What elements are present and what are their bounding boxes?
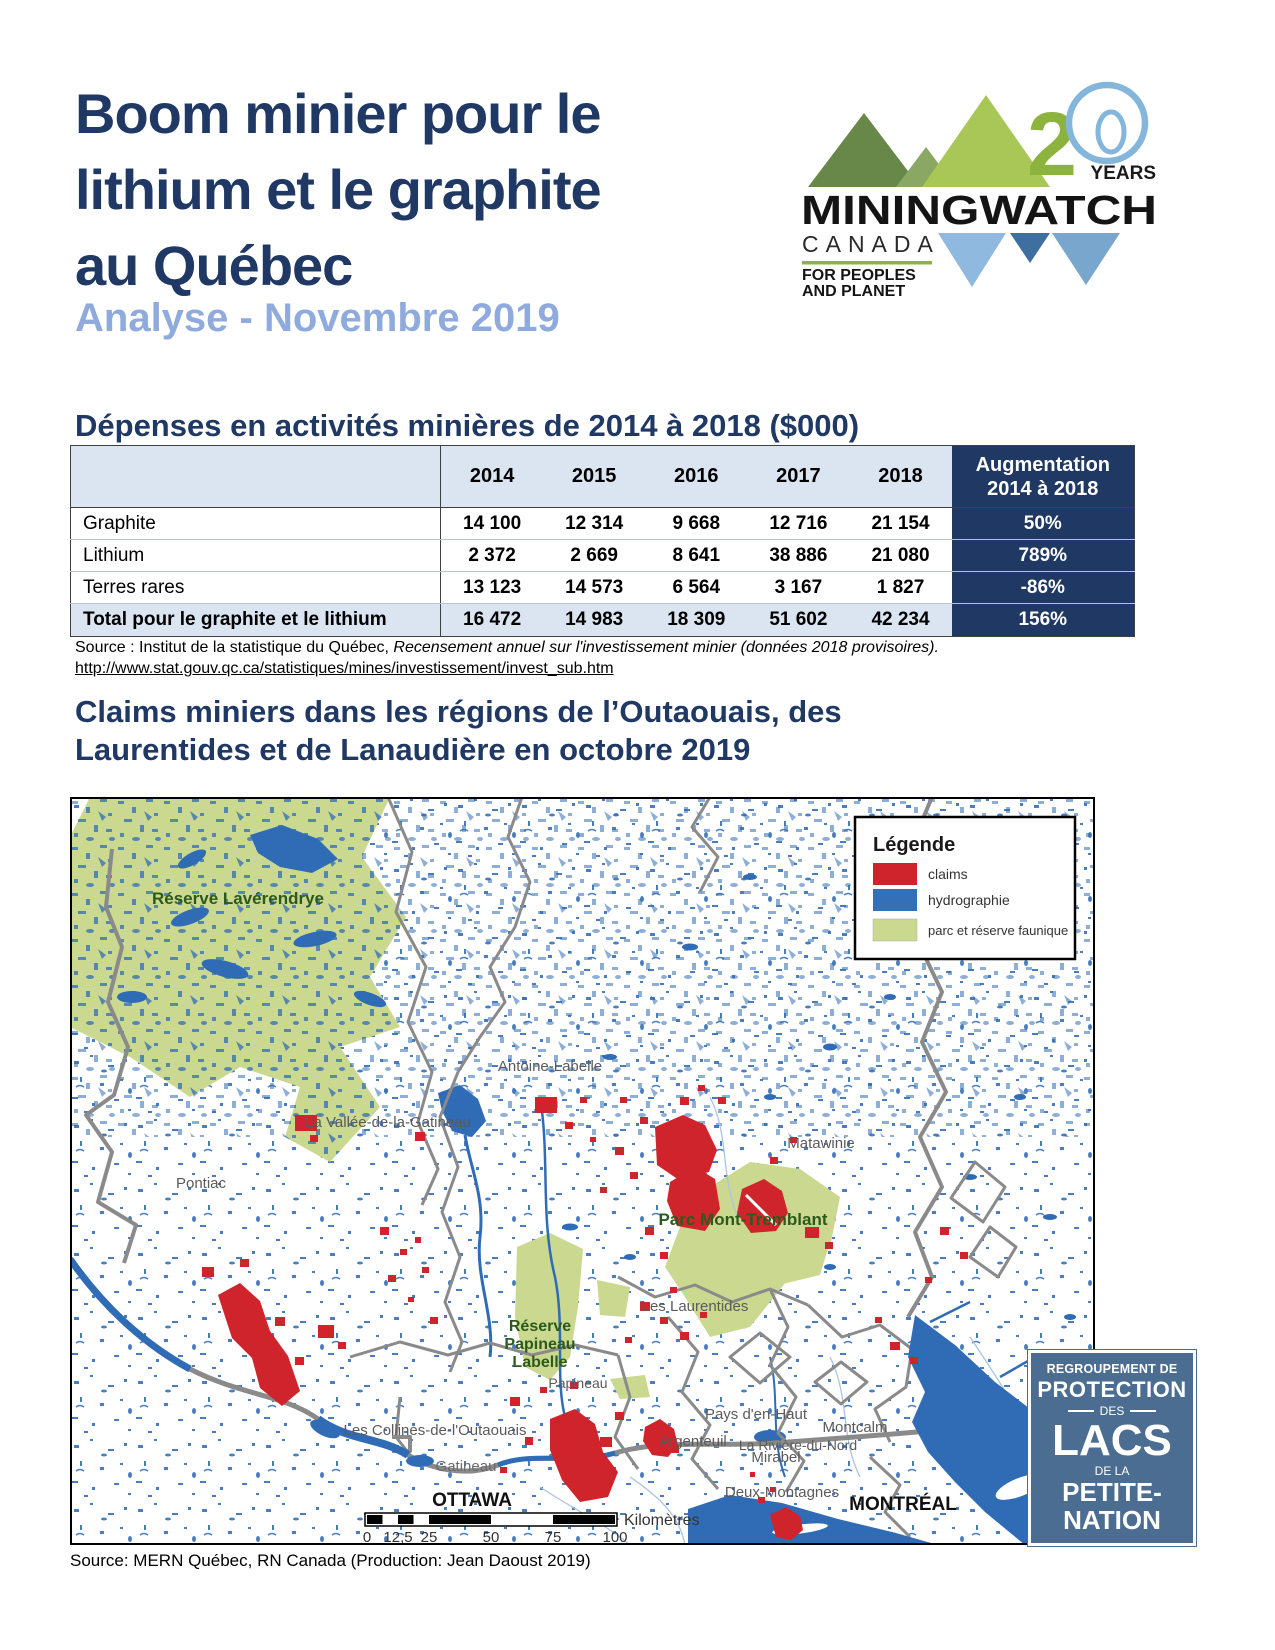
row-label: Total pour le graphite et le lithium xyxy=(71,604,441,637)
page-subtitle: Analyse - Novembre 2019 xyxy=(75,296,560,340)
river-widening xyxy=(406,1455,434,1467)
table-cell: 12 314 xyxy=(543,508,645,540)
lacs-logo-line7: NATION xyxy=(1063,1505,1161,1535)
label-montcalm: Montcalm xyxy=(822,1419,888,1436)
augmentation-header-line2: 2014 à 2018 xyxy=(987,477,1099,500)
label-vallee-gatineau: La Vallée-de-la-Gatineau xyxy=(305,1114,471,1131)
table-row-graphite xyxy=(71,508,1135,540)
table-cell: 2 669 xyxy=(543,540,645,572)
page-title-line3: au Québec xyxy=(75,234,353,297)
table-cell: 8 641 xyxy=(645,540,747,572)
label-reserve-papineau-line3: Labelle xyxy=(512,1354,568,1371)
label-reserve-papineau-line2: Papineau xyxy=(504,1336,576,1353)
table-cell: 1 827 xyxy=(849,572,951,604)
table-row-lithium xyxy=(71,540,1135,572)
table-cell: 14 983 xyxy=(543,604,645,637)
page-title-line1: Boom minier pour le xyxy=(75,82,601,145)
label-argenteuil: Argenteuil xyxy=(659,1433,727,1450)
table-cell: 13 123 xyxy=(441,572,544,604)
table-header-2018: 2018 xyxy=(849,446,951,508)
table-header-empty xyxy=(71,446,441,508)
label-deux-montagnes: Deux-Montagnes xyxy=(724,1484,840,1501)
augmentation-header-line1: Augmentation xyxy=(975,453,1110,476)
row-label: Terres rares xyxy=(71,572,441,604)
table-header-2015: 2015 xyxy=(543,446,645,508)
table-header-2014: 2014 xyxy=(441,446,544,508)
page-title xyxy=(75,76,795,304)
map-source: Source: MERN Québec, RN Canada (Production: Jean Daoust 2019) xyxy=(70,1551,591,1570)
logo-blue-triangle-mid xyxy=(1052,233,1120,285)
table-cell: 12 716 xyxy=(747,508,849,540)
lacs-logo-line5: DE LA xyxy=(1094,1464,1130,1478)
table-source-line xyxy=(75,637,1135,658)
source-prefix: Source : Institut de la statistique du Québec, xyxy=(75,639,394,656)
lacs-logo-line1: REGROUPEMENT DE xyxy=(1046,1362,1178,1376)
label-riviere-du-nord: La Rivière-du-Nord xyxy=(738,1437,858,1453)
logo-tagline-line2: AND PLANET xyxy=(802,283,906,297)
logo-20-two: 2 xyxy=(1026,95,1078,195)
label-les-laurentides: Les Laurentides xyxy=(641,1298,749,1315)
lacs-logo-line3: DES xyxy=(1031,1404,1193,1418)
label-gatineau: Gatineau xyxy=(435,1458,497,1475)
table-cell: 38 886 xyxy=(747,540,849,572)
scale-tick-50: 50 xyxy=(482,1529,500,1545)
claims-heading-line2: Laurentides et de Lanaudière en octobre 2019 xyxy=(75,732,751,767)
scale-tick-100: 100 xyxy=(602,1529,628,1545)
table-cell: 18 309 xyxy=(645,604,747,637)
source-italic: Recensement annuel sur l'investissement minier (données 2018 provisoires). xyxy=(393,639,939,656)
label-reserve-papineau-line1: Réserve xyxy=(508,1318,572,1335)
legend-label-claims: claims xyxy=(928,866,968,882)
table-header-2017: 2017 xyxy=(747,446,849,508)
row-label: Lithium xyxy=(71,540,441,572)
logo-mountain-dark xyxy=(808,113,920,187)
legend-swatch-hydrographie xyxy=(873,889,917,911)
table-cell: 6 564 xyxy=(645,572,747,604)
legend-swatch-parc xyxy=(873,919,917,941)
table-cell: 3 167 xyxy=(747,572,849,604)
legend-label-parc: parc et réserve faunique xyxy=(928,923,1069,938)
logo-blue-triangle-dark xyxy=(1010,233,1050,263)
label-ottawa: OTTAWA xyxy=(432,1490,512,1511)
table-cell: 14 573 xyxy=(543,572,645,604)
expenses-heading: Dépenses en activités minières de 2014 à 2018 ($000) xyxy=(75,408,860,443)
label-collines-outaouais: Les Collines-de-l'Outaouais xyxy=(343,1422,527,1439)
label-pays-den-haut: Pays d'en-Haut xyxy=(704,1406,808,1423)
lacs-petite-nation-logo xyxy=(1028,1350,1196,1546)
table-cell-augmentation: 156% xyxy=(952,604,1135,637)
table-cell: 9 668 xyxy=(645,508,747,540)
logo-tagline-line1: FOR PEOPLES xyxy=(802,267,916,284)
table-cell-augmentation: -86% xyxy=(952,572,1135,604)
label-montreal: MONTRÉAL xyxy=(849,1494,957,1515)
label-papineau: Papineau xyxy=(548,1375,608,1391)
claims-map xyxy=(70,797,1095,1545)
page-title-line2: lithium et le graphite xyxy=(75,158,601,221)
logo-green-rule xyxy=(802,261,932,265)
table-row-total xyxy=(71,604,1135,637)
scale-tick-25: 25 xyxy=(420,1529,438,1545)
row-label: Graphite xyxy=(71,508,441,540)
scale-unit: Kilomètres xyxy=(624,1512,700,1529)
map-legend xyxy=(855,817,1075,959)
scale-tick-0: 0 xyxy=(362,1529,372,1545)
source-link[interactable]: http://www.stat.gouv.qc.ca/statistiques/mines/investissement/invest_sub.htm xyxy=(75,660,614,677)
legend-title: Légende xyxy=(873,834,956,856)
table-cell: 21 080 xyxy=(849,540,951,572)
label-reserve-laverendrye: Réserve Lavérendrye xyxy=(151,889,325,908)
table-row-terres-rares xyxy=(71,572,1135,604)
table-cell: 21 154 xyxy=(849,508,951,540)
table-source xyxy=(75,637,1135,679)
miningwatch-logo xyxy=(800,75,1160,297)
table-header-augmentation xyxy=(952,446,1135,508)
label-pontiac: Pontiac xyxy=(175,1175,227,1192)
table-cell-augmentation: 50% xyxy=(952,508,1135,540)
table-header-row xyxy=(71,446,1135,508)
logo-20-zero-inner xyxy=(1098,112,1124,152)
table-cell: 42 234 xyxy=(849,604,951,637)
table-cell: 51 602 xyxy=(747,604,849,637)
table-cell: 14 100 xyxy=(441,508,544,540)
lacs-logo-line4: LACS xyxy=(1052,1416,1172,1465)
logo-wordmark: MININGWATCH xyxy=(801,187,1157,233)
claims-heading-line1: Claims miniers dans les régions de l’Outaouais, des xyxy=(75,694,842,729)
logo-canada-text: CANADA xyxy=(802,231,940,257)
logo-blue-triangle-light xyxy=(938,233,1006,287)
legend-swatch-claims xyxy=(873,863,917,885)
label-mirabel: Mirabel xyxy=(751,1449,801,1466)
label-matawinie: Matawinie xyxy=(787,1135,855,1152)
expenses-table xyxy=(70,445,1135,637)
logo-years-text: YEARS xyxy=(1090,163,1156,184)
label-antoine-labelle: Antoine-Labelle xyxy=(497,1058,603,1075)
lacs-logo-line6: PETITE- xyxy=(1062,1477,1162,1507)
table-cell-augmentation: 789% xyxy=(952,540,1135,572)
scale-tick-75: 75 xyxy=(544,1529,562,1545)
table-header-2016: 2016 xyxy=(645,446,747,508)
claims-heading xyxy=(75,693,1135,769)
table-cell: 2 372 xyxy=(441,540,544,572)
table-cell: 16 472 xyxy=(441,604,544,637)
lacs-logo-line2: PROTECTION xyxy=(1037,1377,1187,1402)
label-parc-mont-tremblant: Parc Mont-Tremblant xyxy=(658,1210,828,1229)
scale-tick-12-5: 12,5 xyxy=(383,1529,413,1545)
legend-label-hydrographie: hydrographie xyxy=(928,892,1010,908)
